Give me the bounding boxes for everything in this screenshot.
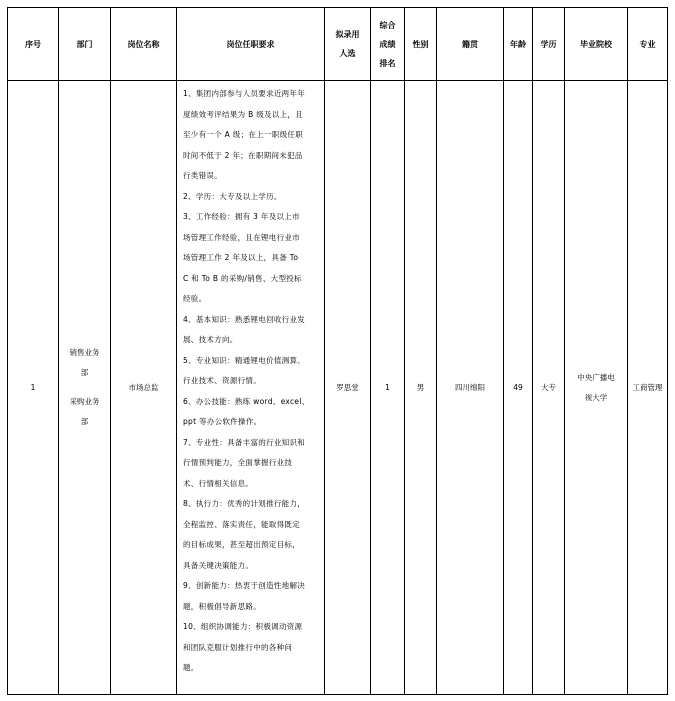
header-school: 毕业院校 — [565, 8, 628, 81]
header-index: 序号 — [8, 8, 59, 81]
header-department: 部门 — [59, 8, 111, 81]
cell-index: 1 — [8, 81, 59, 695]
cell-age: 49 — [504, 81, 533, 695]
table-row — [8, 81, 668, 695]
cell-origin: 四川绵阳 — [437, 81, 504, 695]
cell-education: 大专 — [533, 81, 565, 695]
cell-requirements: 1、集团内部参与人员要求近两年年 度绩效考评结果为 B 级及以上，且 至少有一个 A 级；在上一职级任职 时间不低于 2 年；在职期间未犯品 行类错误。 2、学历：大专及以上学历。 3、工作经验：拥有 3 年及以上市 场管理工作经验，且在锂电行业市 场管理工作 2 年及以上，具备 To C 和 To B 的采购/销售、大型投标 经验。 4、基本知识：熟悉锂电回收行业发 展、技术方向。 5、专业知识：精通锂电价值测算、 行业技术、资源行情。 6、办公技能：熟练 word、excel、 ppt 等办公软件操作。 7、专业性：具备丰富的行业知识和 行情预判能力，全面掌握行业技 术、行情相关信息。 8、执行力：优秀的计划推行能力， 全程监控、落实责任，能取得既定 的目标成果，甚至超出预定目标， 具备关键决策能力。 9、创新能力：热衷于创造性地解决 题，积极倡导新思路。 10、组织协调能力：积极调动资源 和团队克服计划推行中的各种问 题。 — [177, 81, 325, 695]
cell-gender: 男 — [405, 81, 437, 695]
cell-department: 销售业务 部 采购业务 部 — [59, 81, 111, 695]
header-gender: 性别 — [405, 8, 437, 81]
header-candidate: 拟录用 人选 — [325, 8, 371, 81]
header-age: 年龄 — [504, 8, 533, 81]
cell-position: 市场总监 — [111, 81, 177, 695]
cell-candidate: 罗思堂 — [325, 81, 371, 695]
header-education: 学历 — [533, 8, 565, 81]
cell-major: 工商管理 — [628, 81, 668, 695]
cell-rank: 1 — [371, 81, 405, 695]
header-requirements: 岗位任职要求 — [177, 8, 325, 81]
header-major: 专业 — [628, 8, 668, 81]
header-position: 岗位名称 — [111, 8, 177, 81]
cell-school: 中央广播电 视大学 — [565, 81, 628, 695]
header-rank: 综合 成绩 排名 — [371, 8, 405, 81]
header-row — [8, 8, 668, 81]
personnel-table — [7, 7, 668, 695]
header-origin: 籍贯 — [437, 8, 504, 81]
